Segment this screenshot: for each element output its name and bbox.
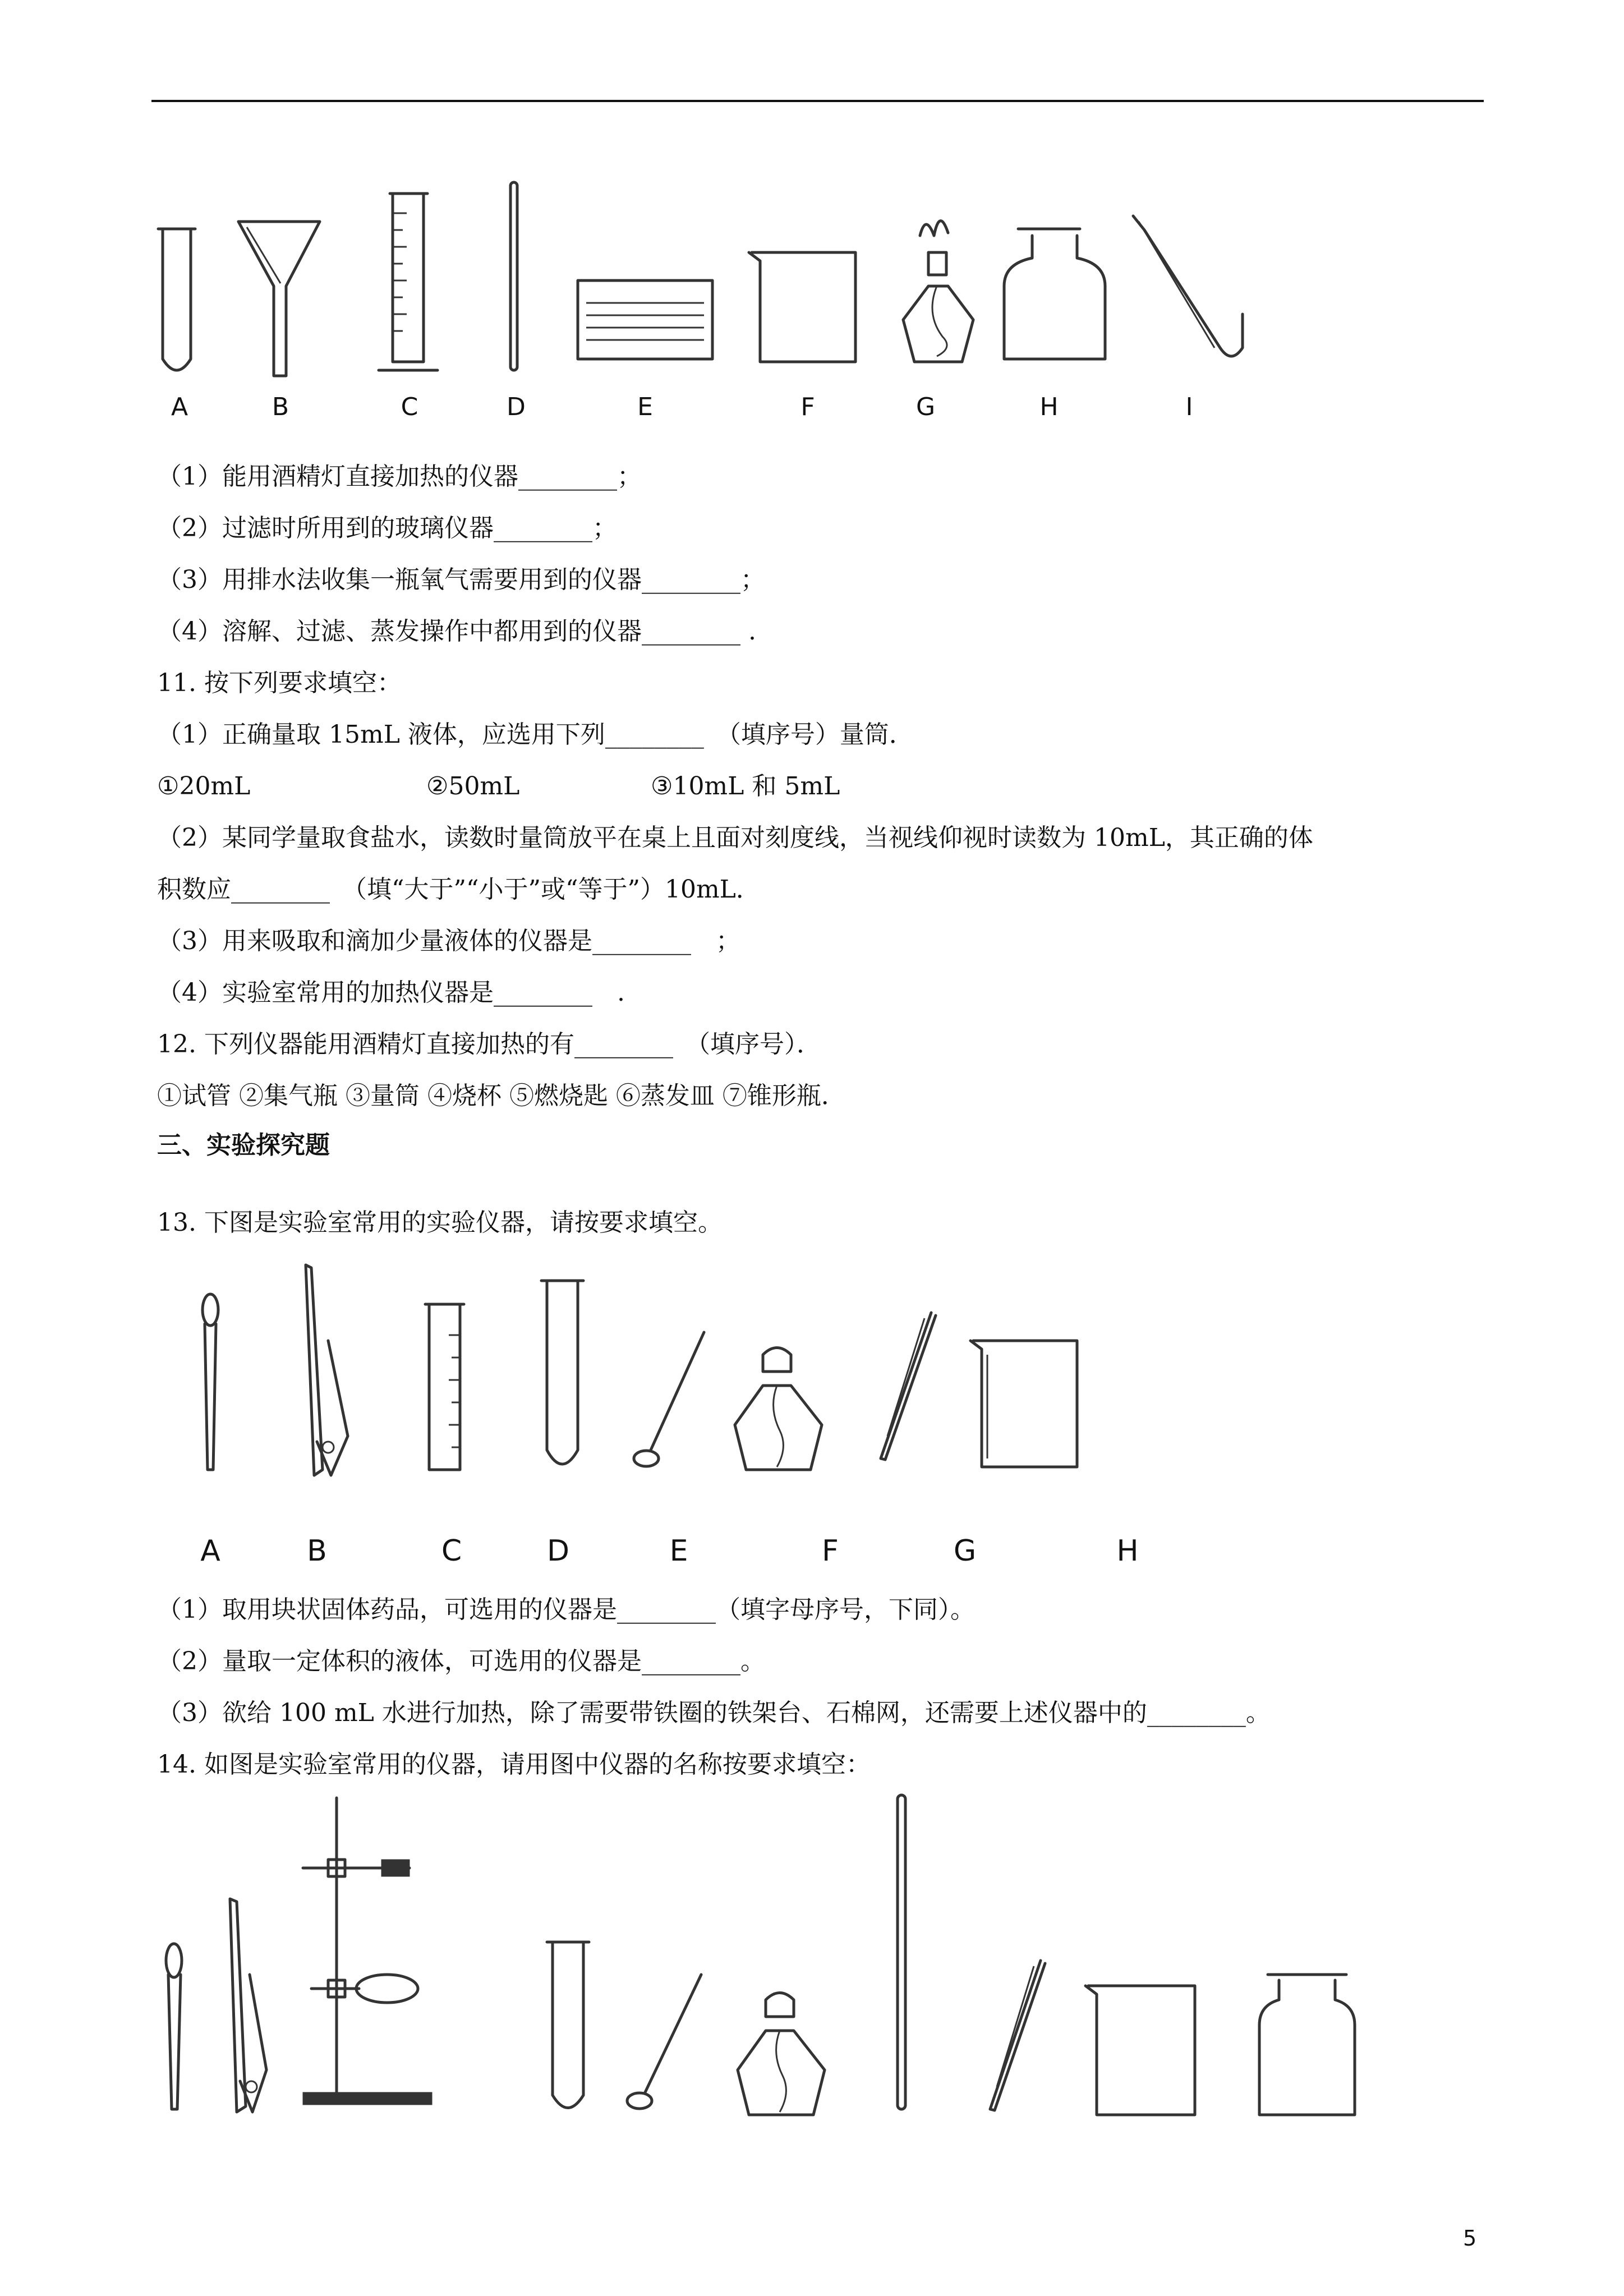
question-10-block [157,460,1503,1133]
test-tube-icon-2 [541,1281,583,1464]
water-trough-icon [578,280,712,359]
test-tube-icon-3 [547,1942,589,2108]
iron-stand-icon [303,1798,432,2105]
q11-opt2: ②50mL [426,772,520,800]
test-tube-holder-icon [306,1265,348,1475]
label-2-h: H [1116,1534,1139,1568]
figure-2-apparatus [185,1257,1195,1492]
combustion-spoon-icon [634,1332,704,1466]
q13-s2: （2）量取一定体积的液体，可选用的仪器是________。 [157,1647,765,1676]
q11-s4: （4）实验室常用的加热仪器是________ . [157,978,625,1007]
dropper-icon [203,1294,218,1470]
gas-jar-icon [1004,229,1105,359]
q11-s2b: 积数应________ （填“大于”“小于”或“等于”）10mL． [157,875,761,904]
q11-s1: （1）正确量取 15mL 液体，应选用下列________ （填序号）量筒． [157,720,914,749]
q13-s3: （3）欲给 100 mL 水进行加热，除了需要带铁圈的铁架台、石棉网，还需要上述仪器中的________。 [157,1699,1271,1727]
label-c: C [401,393,418,421]
figure-2-labels [185,1534,1195,1573]
label-e: E [637,393,653,421]
label-2-g: G [953,1534,977,1568]
label-2-d: D [546,1534,570,1568]
figure-1-labels [151,393,1273,426]
label-2-f: F [822,1534,839,1568]
figure-3-apparatus [151,1789,1386,2126]
q10-line-2: （2）过滤时所用到的玻璃仪器________； [157,514,617,542]
glass-rod-icon-3 [898,1795,905,2109]
label-2-e: E [669,1534,688,1568]
q10-line-4: （4）溶解、过滤、蒸发操作中都用到的仪器________ . [157,617,756,646]
alcohol-lamp-icon [903,221,973,362]
test-tube-icon [158,229,195,370]
page-number: 5 [1463,2226,1477,2251]
q13-title: 13. 下图是实验室常用的实验仪器，请按要求填空。 [157,1208,723,1237]
q12-title: 12. 下列仪器能用酒精灯直接加热的有________ （填序号）． [157,1030,821,1059]
combustion-spoon-icon-3 [627,1975,701,2109]
label-2-c: C [441,1534,462,1568]
figure-1-apparatus [151,168,1273,393]
reagent-bottle-icon [1259,1975,1355,2115]
label-a: A [171,393,188,421]
q10-line-3: （3）用排水法收集一瓶氧气需要用到的仪器________； [157,565,765,594]
question-13-block [157,1593,1503,1818]
label-2-b: B [307,1534,327,1568]
q13-s1: （1）取用块状固体药品，可选用的仪器是________（填字母序号，下同）。 [157,1595,975,1624]
q14-title: 14. 如图是实验室常用的仪器，请用图中仪器的名称按要求填空： [157,1750,871,1779]
section-3-heading: 三、实验探究题 [157,1131,330,1159]
q11-title: 11. 按下列要求填空： [157,669,402,697]
tweezers-icon-3 [990,1961,1045,2110]
label-h: H [1039,393,1059,421]
label-i: I [1185,393,1193,421]
funnel-icon [238,222,320,376]
label-f: F [801,393,815,421]
bent-glass-tube-icon [1133,216,1243,356]
label-g: G [915,393,936,421]
graduated-cylinder-icon [379,194,438,370]
q11-s2a: （2）某同学量取食盐水，读数时量筒放平在桌上且面对刻度线，当视线仰视时读数为 10mL，其正确的体 [157,823,1313,852]
alcohol-lamp-icon-2 [735,1348,822,1470]
dropper-icon-3 [166,1944,182,2109]
q10-line-1: （1）能用酒精灯直接加热的仪器________； [157,462,642,491]
q13-title-block [157,1206,1503,1251]
q11-opt1: ①20mL [157,772,251,800]
graduated-cylinder-icon-2 [425,1304,464,1470]
alcohol-lamp-icon-3 [738,1993,825,2115]
beaker-icon-2 [970,1341,1077,1467]
test-tube-holder-icon-3 [230,1899,266,2112]
beaker-icon [749,252,855,362]
label-2-a: A [200,1534,220,1568]
label-b: B [272,393,289,421]
glass-rod-icon [510,182,517,370]
beaker-icon-3 [1085,1986,1195,2115]
label-d: D [507,393,526,421]
q11-opt3: ③10mL 和 5mL [651,772,840,800]
header-rule [151,100,1484,102]
q11-s3: （3）用来吸取和滴加少量液体的仪器是________ ； [157,927,740,955]
q12-items: ①试管 ②集气瓶 ③量筒 ④烧杯 ⑤燃烧匙 ⑥蒸发皿 ⑦锥形瓶． [157,1082,846,1110]
tweezers-icon [881,1313,936,1460]
section-3 [157,1129,1503,1174]
